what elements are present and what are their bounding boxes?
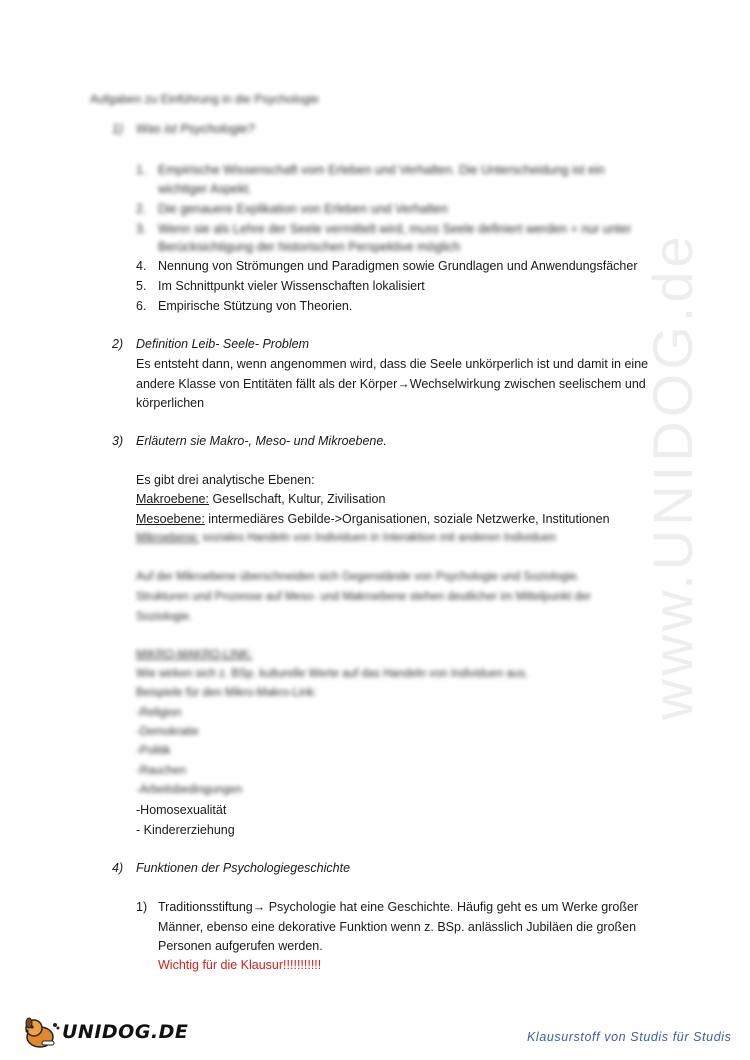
q1-item-number: 6. [136, 299, 147, 313]
q3-intro: Es gibt drei analytische Ebenen: [136, 473, 315, 487]
q4-item-number: 1) [136, 900, 148, 914]
footer-logo [20, 1015, 188, 1049]
example-item: -Rauchen [136, 765, 186, 777]
q1-item-text: Im Schnittpunkt vieler Wissenschaften lokalisiert [158, 279, 425, 293]
q1-item-text-cont: Berücksichtigung der historischen Perspektive möglich [158, 240, 461, 254]
example-item: -Homosexualität [136, 803, 227, 817]
q1-item-number: 3. [136, 222, 147, 236]
q2-text-line: körperlichen [136, 396, 205, 410]
q2-title: Definition Leib- Seele- Problem [136, 337, 310, 351]
exam-note: Wichtig für die Klausur!!!!!!!!!!! [158, 958, 322, 972]
q4-text-line: Personen aufgerufen werden. [158, 939, 323, 953]
makro-text: Gesellschaft, Kultur, Zivilisation [208, 492, 386, 506]
q1-item-number: 5. [136, 279, 147, 293]
example-item: -Religion [136, 707, 182, 719]
example-item: -Politik [136, 745, 171, 757]
mikro-text: soziales Handeln von Individuen in Interaktion mit anderen Individuen [199, 532, 557, 544]
watermark: www.UNIDOG.de [641, 232, 704, 720]
q4-text-line: Traditionsstiftung→ Psychologie hat eine Geschichte. Häufig geht es um Werke großer [158, 900, 639, 914]
q1-item-text: Empirische Wissenschaft vom Erleben und Verhalten. Die Unterscheidung ist ein [158, 163, 605, 177]
q4-title: Funktionen der Psychologiegeschichte [136, 861, 351, 875]
q2-text-line: andere Klasse von Entitäten fällt als der Körper→Wechselwirkung zwischen seelischem und [136, 377, 646, 391]
mikro-makro-link-text: Beispiele für den Mikro-Makro-Link: [136, 687, 317, 699]
q1-item-number: 2. [136, 202, 147, 216]
q1-item-text: Die genauere Explikation von Erleben und Verhalten [158, 202, 448, 216]
meso-text: intermediäres Gebilde->Organisationen, soziale Netzwerke, Institutionen [204, 512, 610, 526]
q1-item-text: Wenn sie als Lehre der Seele vermittelt wird, muss Seele definiert werden + nur unter [158, 222, 632, 236]
q1-item-text-cont: wichtiger Aspekt. [158, 182, 252, 196]
brand-logo-text: UNIDOG.DE [62, 1021, 189, 1043]
q1-item-text: Nennung von Strömungen und Paradigmen sowie Grundlagen und Anwendungsfächer [158, 259, 638, 273]
q4-number: 4) [112, 861, 124, 875]
q1-item-text: Empirische Stützung von Theorien. [158, 299, 353, 313]
document-title: Aufgaben zu Einführung in die Psychologie [90, 92, 319, 106]
q4-text-line: Männer, ebenso eine dekorative Funktion wenn z. BSp. anlässlich Jubiläen die großen [158, 920, 637, 934]
example-item: -Arbeitsbedingungen [136, 784, 243, 796]
q1-title: Was ist Psychologie? [136, 122, 255, 136]
q3-paragraph-line: Auf der Mikroebene überschneiden sich Gegenstände von Psychologie und Soziologie. [136, 571, 580, 583]
q2-number: 2) [112, 337, 124, 351]
meso-line [136, 512, 610, 526]
q3-paragraph-line: Strukturen und Prozesse auf Meso- und Makroebene stehen deutlicher im Mittelpunkt der [136, 591, 592, 603]
mikro-line [136, 532, 556, 544]
q3-title: Erläutern sie Makro-, Meso- und Mikroebene. [136, 434, 387, 448]
footer-tagline: Klausurstoff von Studis für Studis [527, 1030, 732, 1044]
mikro-label: Mikroebene: [136, 532, 200, 544]
mikro-makro-link-text: Wie wirken sich z. BSp. kulturelle Werte auf das Handeln von Individuen aus. [136, 668, 529, 680]
example-item: - Kindererziehung [136, 823, 235, 837]
mikro-makro-link-heading: MIKRO-MAKRO-LINK: [136, 649, 253, 661]
makro-label: Makroebene: [136, 492, 209, 506]
q2-text-line: Es entsteht dann, wenn angenommen wird, dass die Seele unkörperlich ist und damit in eine [136, 357, 649, 371]
example-item: -Demokratie [136, 726, 199, 738]
q3-number: 3) [112, 434, 124, 448]
q1-item-number: 4. [136, 259, 147, 273]
q1-number: 1) [112, 122, 124, 136]
dog-mascot-icon [20, 1015, 60, 1049]
q1-item-number: 1. [136, 163, 147, 177]
makro-line [136, 492, 385, 506]
q3-paragraph-line: Soziologie. [136, 611, 193, 623]
meso-label: Mesoebene: [136, 512, 205, 526]
